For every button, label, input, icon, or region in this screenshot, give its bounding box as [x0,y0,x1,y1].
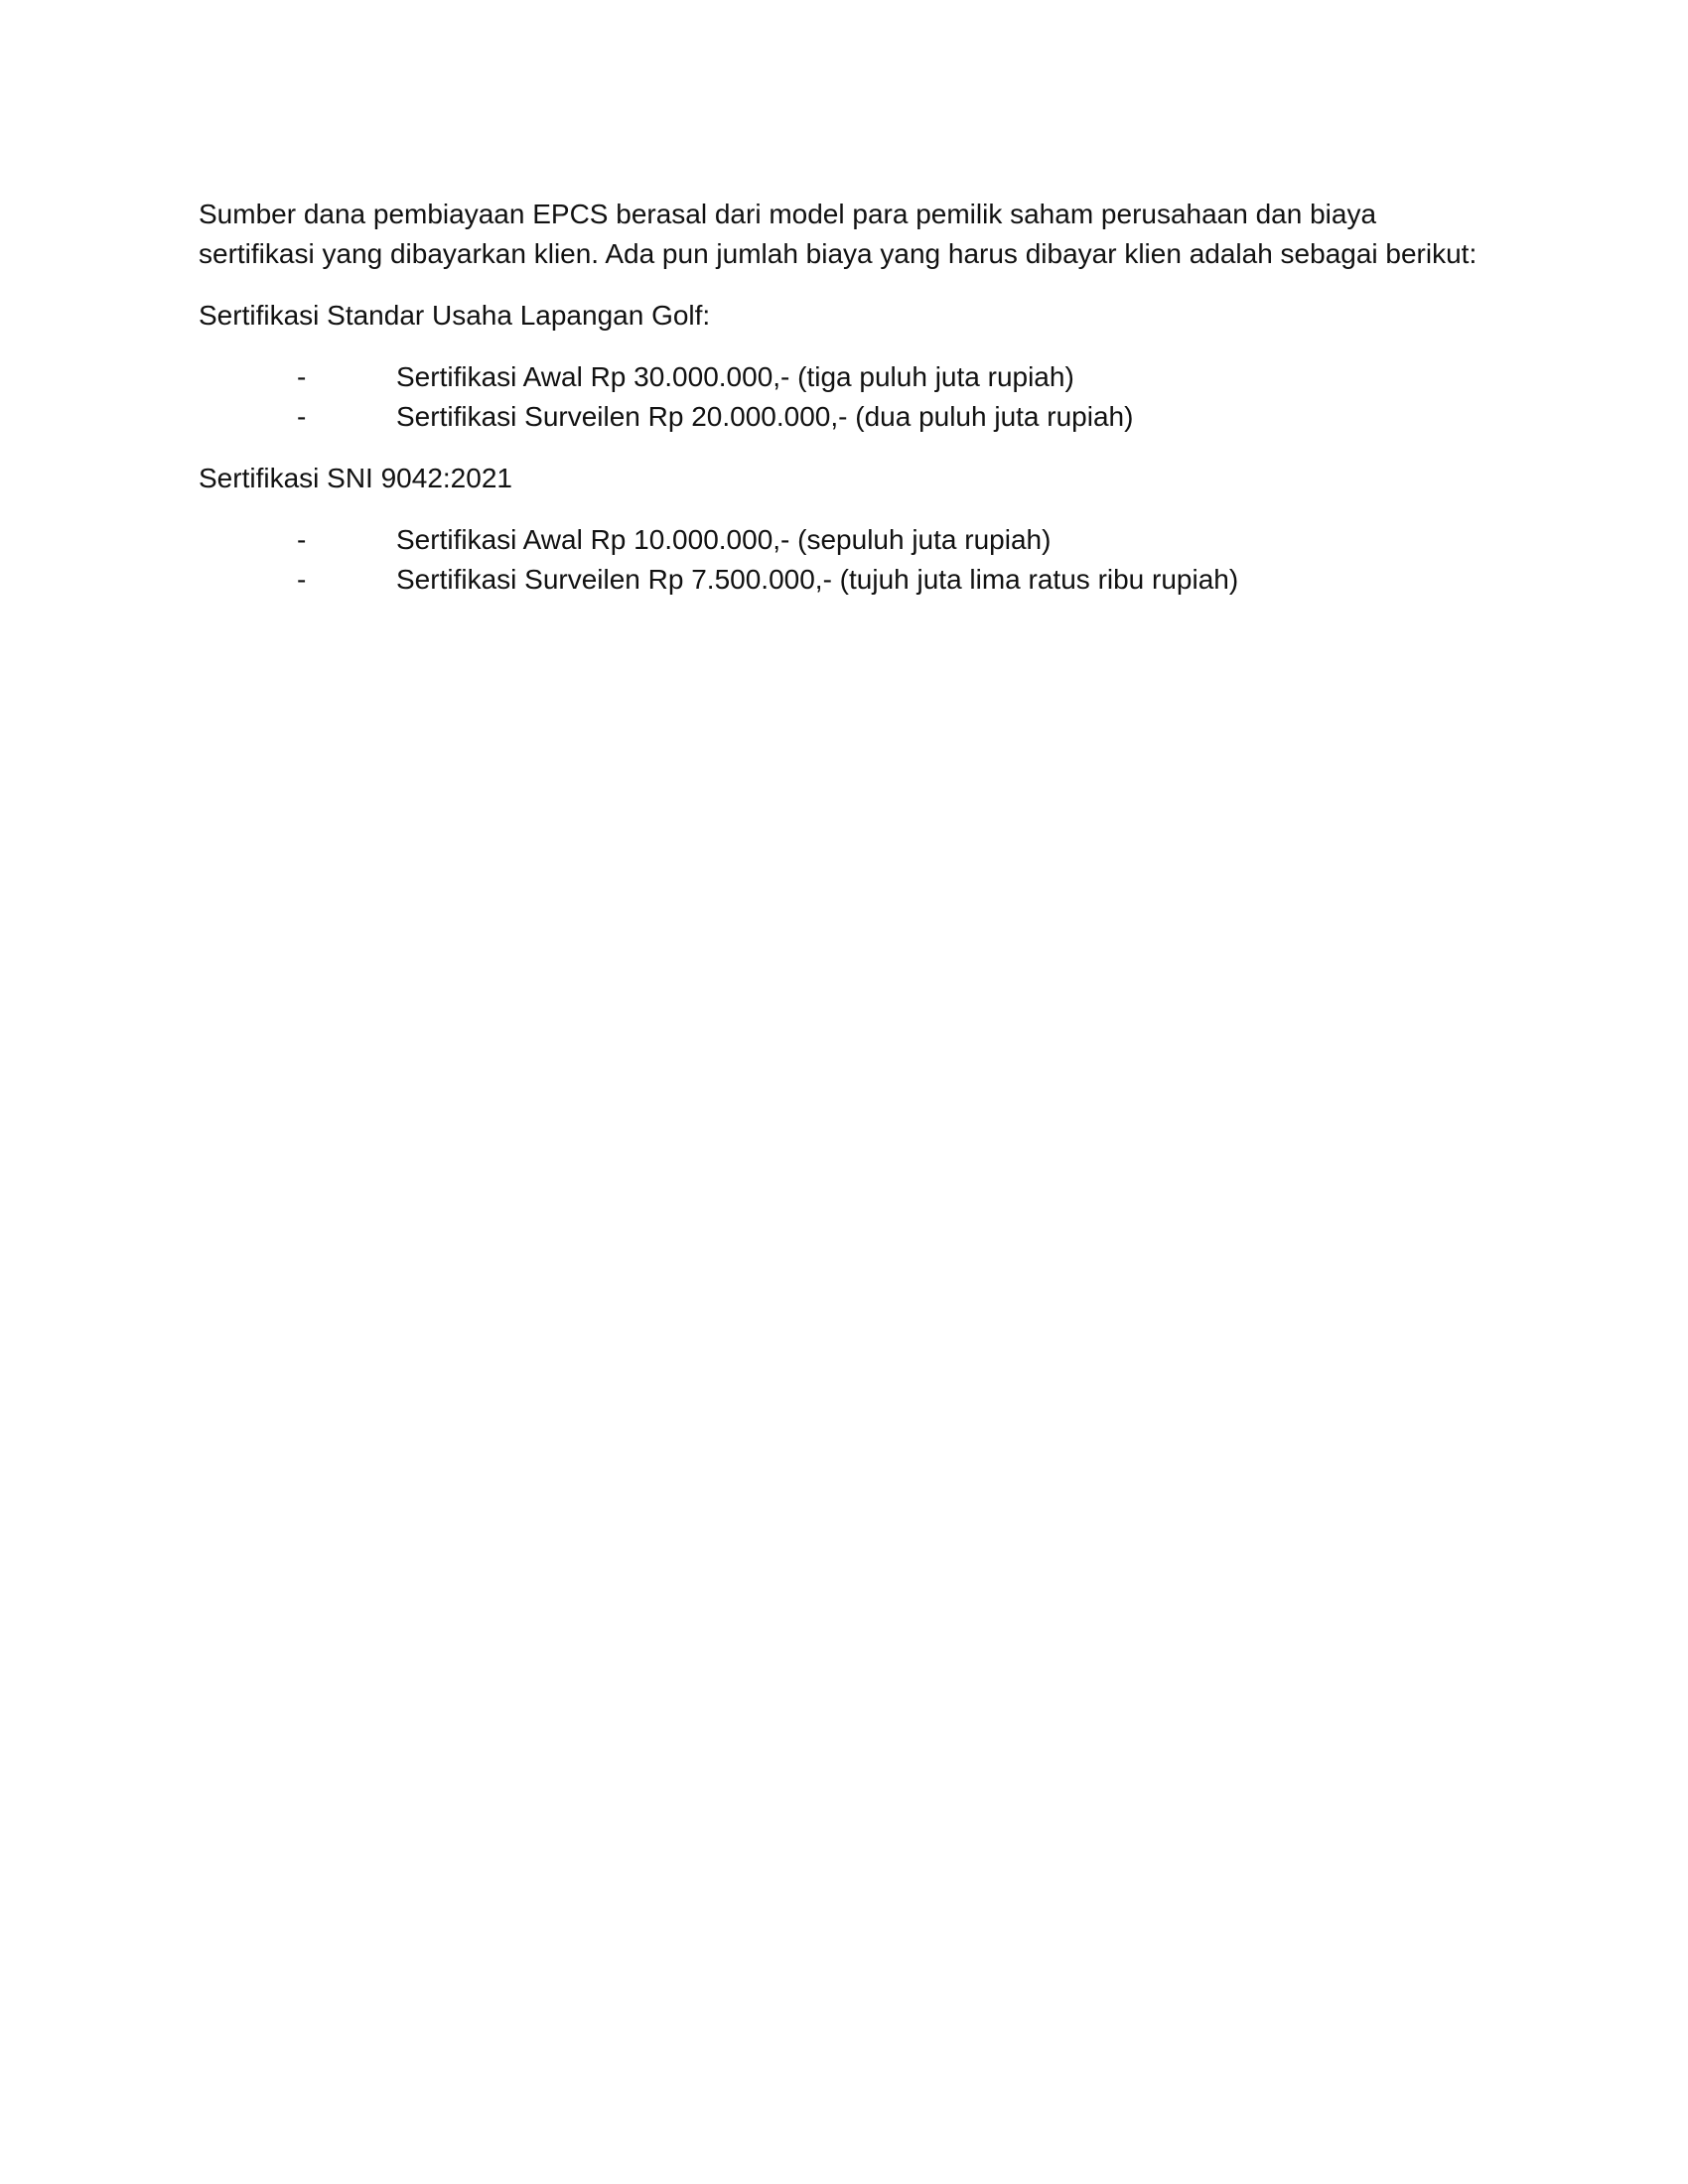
list-item-text: Sertifikasi Surveilen Rp 20.000.000,- (dua puluh juta rupiah) [396,401,1134,432]
document-page [199,195,1489,621]
intro-paragraph: Sumber dana pembiayaan EPCS berasal dari model para pemilik saham perusahaan dan biaya sertifikasi yang dibayarkan klien. Ada pun jumlah biaya yang harus dibayar klien adalah sebagai berikut: [199,199,1477,269]
section-heading-sni: Sertifikasi SNI 9042:2021 [199,463,512,493]
list-item [199,520,1489,560]
sni-fee-list [199,520,1489,600]
list-item [199,397,1489,437]
section-heading-golf: Sertifikasi Standar Usaha Lapangan Golf: [199,300,711,331]
list-item-text: Sertifikasi Surveilen Rp 7.500.000,- (tujuh juta lima ratus ribu rupiah) [396,564,1239,595]
golf-fee-list [199,357,1489,437]
list-item-text: Sertifikasi Awal Rp 30.000.000,- (tiga puluh juta rupiah) [396,361,1074,392]
dash-bullet: - [297,401,307,432]
list-item-text: Sertifikasi Awal Rp 10.000.000,- (sepuluh juta rupiah) [396,524,1052,555]
dash-bullet: - [297,524,307,555]
list-item [199,357,1489,397]
list-item [199,560,1489,600]
dash-bullet: - [297,564,307,595]
dash-bullet: - [297,361,307,392]
